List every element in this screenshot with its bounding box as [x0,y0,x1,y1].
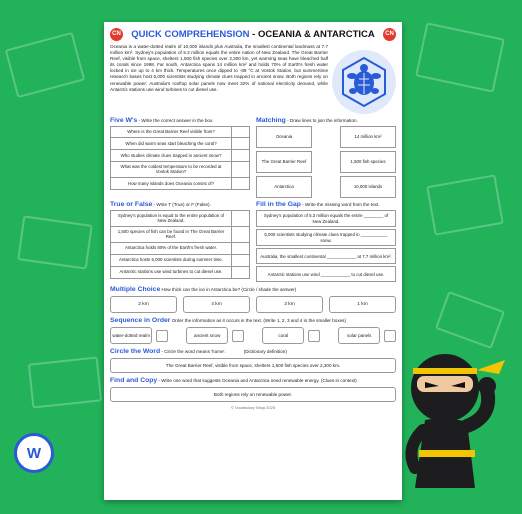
find-copy-instruction: - Write one word that suggests Oceania and Antarctica need renewable energy. (Clues in context) [157,378,357,384]
background-book-icon [5,32,86,98]
title-part-2: OCEANIA & ANTARCTICA [257,28,375,40]
title-separator: - [249,28,258,40]
find-copy-title: Find and Copy [110,377,158,385]
circle-word-title: Circle the Word [110,348,161,356]
five-ws-row: When did warm seas start bleaching the coral? [110,138,250,150]
background-book-icon [17,215,93,269]
true-false-row: Antarctic stations use wind turbines to cut diesel use. [110,267,250,279]
fill-gap-instruction: - Write the missing word from the text. [300,202,380,207]
match-left-item[interactable]: The Great Barrier Reef [256,151,312,173]
five-ws-section [110,117,250,198]
worksheet-title [127,29,379,40]
five-ws-row: Where is the Great Barrier Reef visible from? [110,126,250,138]
answer-box[interactable] [231,178,249,189]
copyright-footer: © Vocabulary Ninja 2025 [230,405,276,411]
match-left-item[interactable]: Antarctica [256,176,312,198]
sequence-number-box[interactable] [308,330,320,342]
sequence-section [110,317,396,344]
true-false-row: Sydney's population is equal to the entire population of New Zealand. [110,210,250,227]
find-copy-section [110,377,396,402]
true-false-instruction: - Write T (True) or F (False). [152,202,211,207]
answer-box[interactable] [231,127,249,137]
sequence-number-box[interactable] [156,330,168,342]
choice-option[interactable]: 4 km [183,296,250,313]
true-false-row: Antarctica hosts 5,000 scientists during summer time. [110,255,250,267]
matching-section [256,117,396,198]
title-part-1: QUICK COMPREHENSION [131,28,250,40]
sequence-option: water-dotted realm [110,327,152,344]
sequence-instruction: Order the information as it occurs in the text. (Write 1, 2, 3 and 4 in the smaller boxes) [170,318,347,324]
sequence-title: Sequence in Order [110,317,171,325]
worksheet-header [110,26,396,42]
fill-gap-item[interactable]: 5,000 scientists studying climate clues trapped in ___________ snow. [256,229,396,246]
background-book-icon [415,22,505,92]
matching-instruction: - Draw lines to join the information. [285,118,358,123]
fill-gap-item[interactable]: Australia, the smallest continental ____________ at 7.7 million km². [256,248,396,264]
five-ws-row: Who studies climate clues trapped in ancient snow? [110,150,250,162]
vocabulary-ninja-logo-icon: W [14,433,54,473]
find-copy-sentence[interactable]: Both regions rely on renewable power. [110,387,396,402]
multiple-choice-instruction: How thick can the ice in Antarctica be? (Circle / shade the answer) [160,287,297,293]
match-left-item[interactable]: Oceania [256,126,312,148]
five-ws-title: Five W's [110,117,138,124]
answer-box[interactable] [231,227,249,242]
true-false-row: 1,500 species of fish can be found in The Great Barrier Reef. [110,227,250,243]
multiple-choice-section [110,286,396,313]
answer-box[interactable] [231,267,249,278]
match-right-item[interactable]: 1,500 fish species [340,151,396,173]
circle-word-sentence[interactable]: The Great Barrier Reef, visible from space, shelters 1,500 fish species over 2,300 km. [110,358,396,373]
matching-title: Matching [256,117,286,124]
fill-gap-title: Fill in the Gap [256,201,301,208]
fill-gap-item[interactable]: Antarctic stations use wind ____________ to cut diesel use. [256,266,396,282]
background-book-icon [426,174,504,235]
sequence-number-box[interactable] [232,330,244,342]
five-ws-row: What was the coldest temperature to be recorded at Vostok Station? [110,162,250,178]
cn-badge-right: CN [383,28,396,41]
sequence-option: ancient snow [186,327,228,344]
multiple-choice-title: Multiple Choice [110,286,161,294]
circle-word-hint: (Dictionary definition) [243,349,287,355]
circle-word-instruction: - Circle the word means 'home'. [160,349,226,355]
answer-box[interactable] [231,255,249,266]
turtle-badge-icon [332,50,396,114]
circle-word-section [110,348,396,373]
worksheet [104,22,402,500]
five-ws-row: How many islands does Oceania consist of? [110,178,250,190]
fill-gap-item[interactable]: Sydney's population of 5.3 million equals the entire ________ of New Zealand. [256,210,396,227]
fill-gap-section [256,201,396,282]
true-false-row: Antarctica holds 80% of the Earth's fresh water. [110,243,250,255]
choice-option[interactable]: 1 km [329,296,396,313]
answer-box[interactable] [231,162,249,177]
answer-box[interactable] [231,243,249,254]
choice-option[interactable]: 2 km [110,296,177,313]
true-false-section [110,201,250,282]
ninja-mascot-icon [395,338,515,508]
background-book-icon [28,356,102,408]
intro-text: Oceania is a water-dotted realm of 10,000 islands plus Australia, the smallest continental landmass at 7.7 million km². Sydney's population of 5.3 million equals the entire nation of New Zealand. The Great Barrier Reef, visible from space, shelters 1,500 fish species over 2,300 km, yet warming seas have bleached half its corals since 1998. Far south, Antarctica spans 14 million km² and holds 70% of Earth's fresh water locked in ice up to 4 km thick. Temperatures once dipped to -89 °C at Vostok Station, but summertime research bases host 5,000 scientists studying climate clues trapped in ancient snow. Both regions rely on renewable power: Australia's rooftop solar panels now meet 32% of national electricity demand, while Antarctic stations use wind turbines to cut diesel use. [110,44,328,92]
choice-option[interactable]: 3 km [256,296,323,313]
match-right-item[interactable]: 14 million km² [340,126,396,148]
answer-box[interactable] [231,150,249,161]
five-ws-instruction: - Write the correct answer in the box. [137,118,214,123]
true-false-title: True or False [110,201,153,208]
sequence-option: coral [262,327,304,344]
cn-badge-left: CN [110,28,123,41]
answer-box[interactable] [231,211,249,226]
sequence-option: solar panels [338,327,380,344]
match-right-item[interactable]: 10,000 islands [340,176,396,198]
answer-box[interactable] [231,138,249,149]
